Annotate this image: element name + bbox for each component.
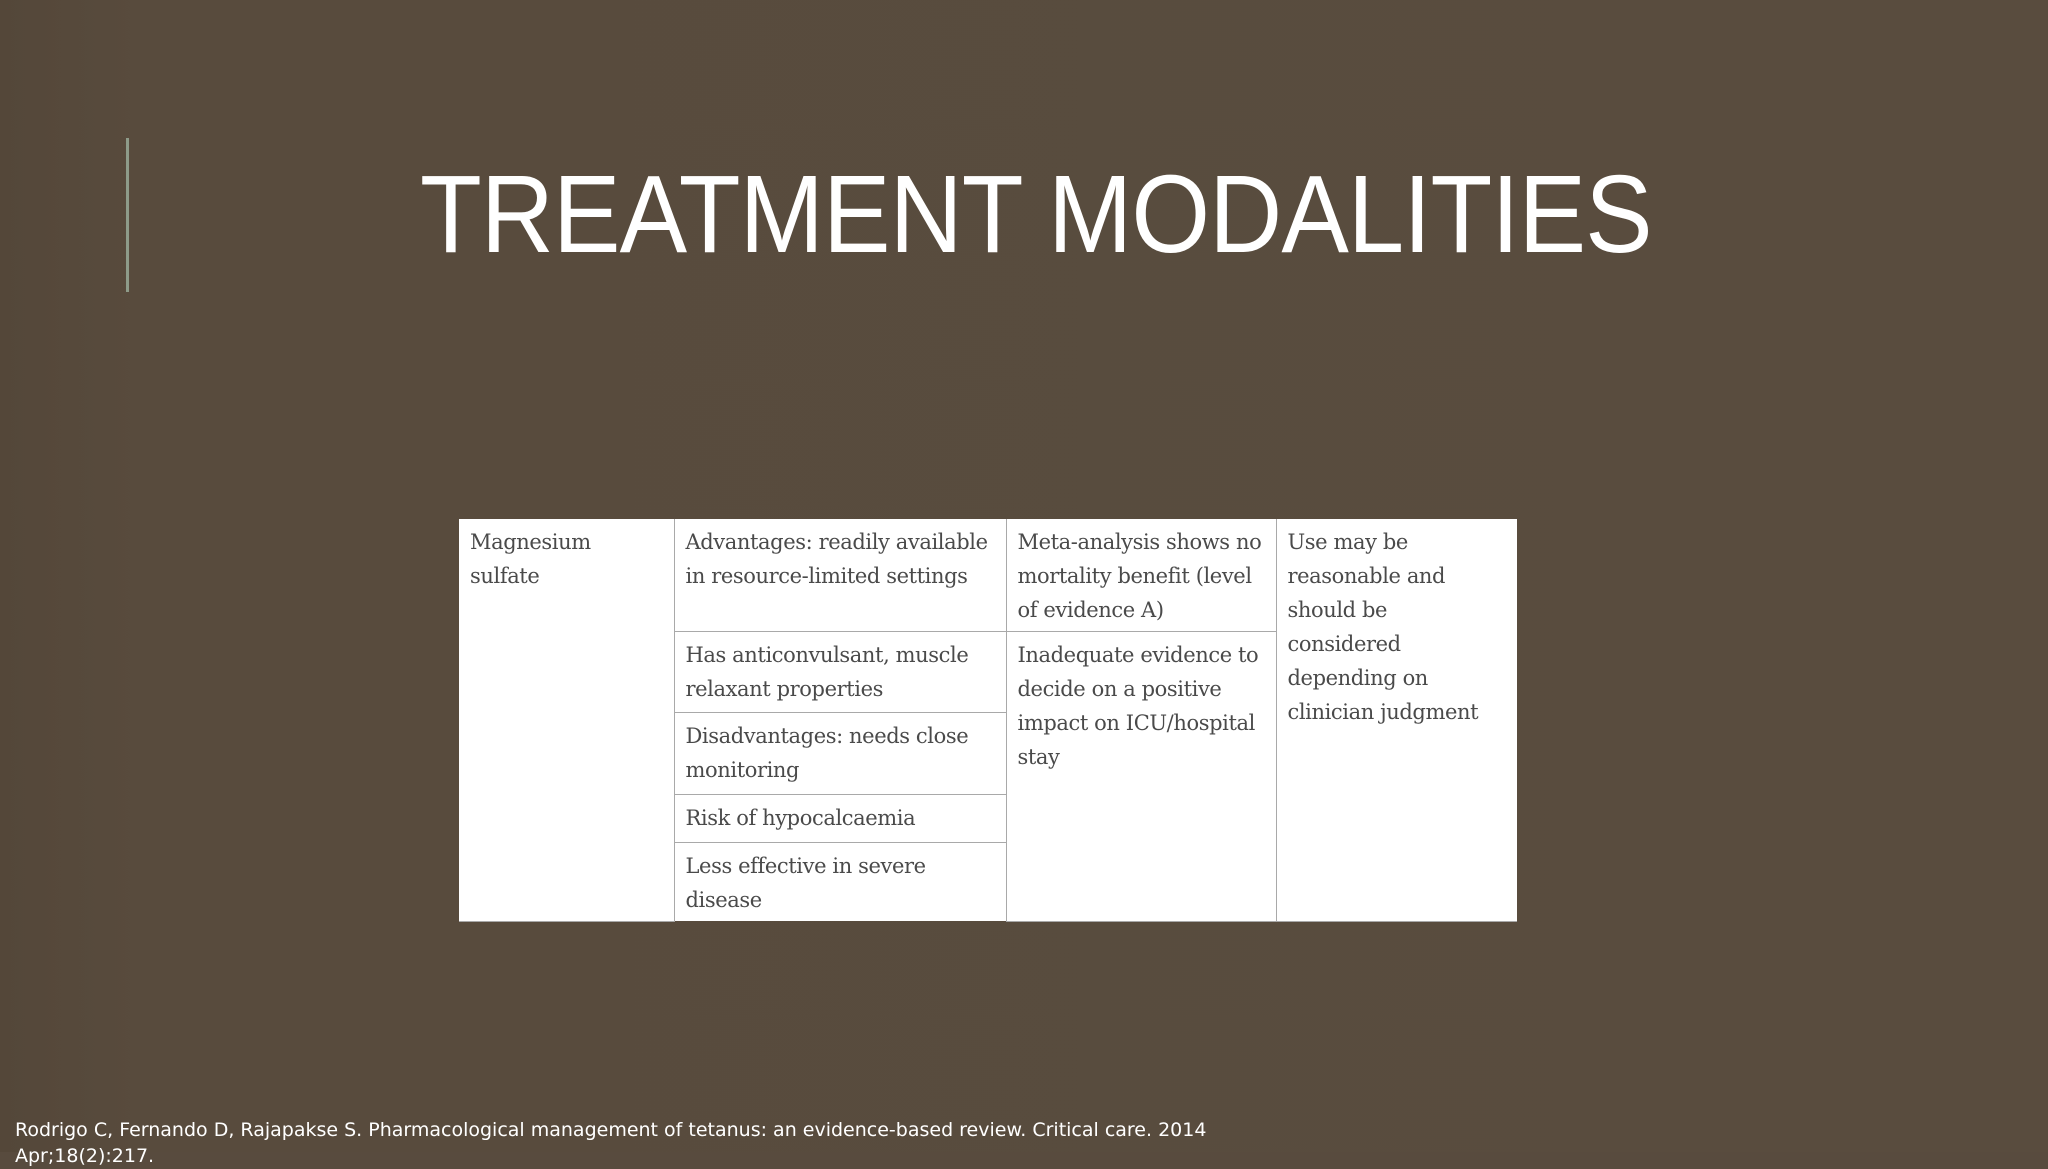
property-cell: Advantages: readily available in resource-limited settings [674,519,1006,632]
property-cell: Disadvantages: needs close monitoring [674,713,1006,795]
table-row [459,519,1517,632]
treatment-table-image [459,519,1517,921]
evidence-cell: Meta-analysis shows no mortality benefit (level of evidence A) [1006,519,1276,632]
citation-text: Rodrigo C, Fernando D, Rajapakse S. Pharmacological management of tetanus: an evidence-based review. Critical care. 2014 Apr;18(2):217. [15,1119,1207,1167]
drug-cell: Magnesium sulfate [459,519,674,922]
property-cell: Risk of hypocalcaemia [674,795,1006,843]
treatment-table [459,519,1517,922]
property-cell: Has anticonvulsant, muscle relaxant properties [674,632,1006,713]
title-accent-bar [126,138,129,292]
slide-title: TREATMENT MODALITIES [420,153,1652,276]
property-cell: Less effective in severe disease [674,843,1006,922]
evidence-cell: Inadequate evidence to decide on a positive impact on ICU/hospital stay [1006,632,1276,922]
recommendation-cell: Use may be reasonable and should be considered depending on clinician judgment [1276,519,1517,922]
